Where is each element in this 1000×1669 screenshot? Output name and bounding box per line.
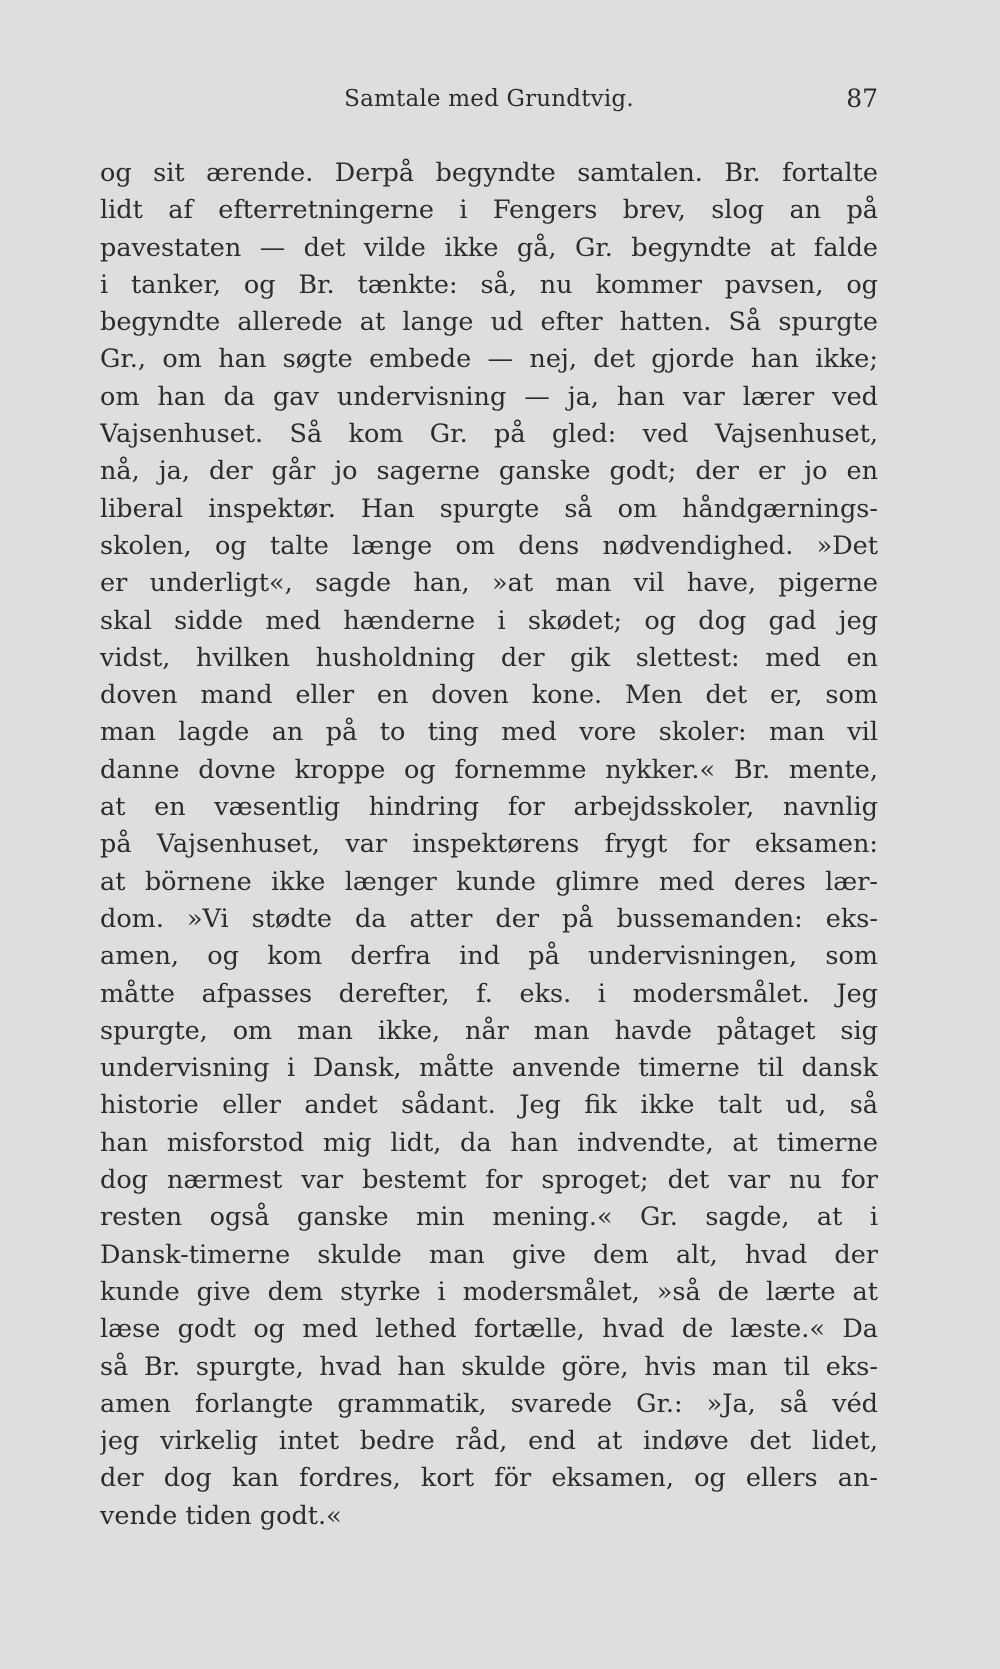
running-title: Samtale med Grundtvig. — [344, 86, 634, 112]
text-line: skal sidde med hænderne i skødet; og dog gad jeg — [100, 605, 878, 636]
text-line: doven mand eller en doven kone. Men det er, som — [100, 680, 878, 711]
text-line: der dog kan fordres, kort för eksamen, og ellers an- — [100, 1463, 878, 1494]
text-line: amen forlangte grammatik, svarede Gr.: »Ja, så véd — [100, 1388, 878, 1419]
text-line: begyndte allerede at lange ud efter hatten. Så spurgte — [100, 307, 878, 338]
text-line: dog nærmest var bestemt for sproget; det var nu for — [100, 1165, 878, 1196]
text-line: han misforstod mig lidt, da han indvendte, at timerne — [100, 1127, 878, 1158]
text-line: historie eller andet sådant. Jeg fik ikke talt ud, så — [100, 1090, 878, 1121]
text-line: og sit ærende. Derpå begyndte samtalen. Br. fortalte — [100, 158, 878, 188]
text-line: i tanker, og Br. tænkte: så, nu kommer pavsen, og — [100, 269, 878, 300]
text-line: liberal inspektør. Han spurgte så om håndgærnings- — [100, 493, 878, 524]
text-line: kunde give dem styrke i modersmålet, »så de lærte at — [100, 1276, 878, 1307]
text-line: pavestaten — det vilde ikke gå, Gr. begyndte at falde — [100, 232, 878, 263]
text-line: spurgte, om man ikke, når man havde påtaget sig — [100, 1015, 878, 1046]
text-line: jeg virkelig intet bedre råd, end at indøve det lidet, — [100, 1426, 878, 1457]
text-line: vidst, hvilken husholdning der gik slettest: med en — [100, 642, 878, 673]
text-line: vende tiden godt.« — [100, 1500, 342, 1531]
text-line: undervisning i Dansk, måtte anvende timerne til dansk — [100, 1053, 878, 1084]
text-line: om han da gav undervisning — ja, han var lærer ved — [100, 381, 878, 412]
text-line: Gr., om han søgte embede — nej, det gjorde han ikke; — [100, 344, 878, 375]
text-line: skolen, og talte længe om dens nødvendighed. »Det — [100, 530, 878, 561]
text-line: læse godt og med lethed fortælle, hvad de læste.« Da — [100, 1314, 878, 1345]
text-line: at börnene ikke længer kunde glimre med deres lær- — [100, 866, 878, 897]
text-line: på Vajsenhuset, var inspektørens frygt for eksamen: — [100, 829, 878, 860]
text-line: man lagde an på to ting med vore skoler: man vil — [100, 717, 878, 748]
text-line: resten også ganske min mening.« Gr. sagde, at i — [100, 1202, 878, 1233]
running-head — [100, 86, 878, 126]
text-line: dom. »Vi stødte da atter der på bussemanden: eks- — [100, 903, 878, 934]
text-line: måtte afpasses derefter, f. eks. i modersmålet. Jeg — [100, 978, 878, 1009]
body-text — [100, 155, 878, 1535]
text-line: så Br. spurgte, hvad han skulde göre, hvis man til eks- — [100, 1351, 878, 1382]
text-line: Dansk-timerne skulde man give dem alt, hvad der — [100, 1239, 878, 1270]
text-line: at en væsentlig hindring for arbejdsskoler, navnlig — [100, 792, 878, 823]
text-line: Vajsenhuset. Så kom Gr. på gled: ved Vajsenhuset, — [100, 419, 878, 450]
text-line: lidt af efterretningerne i Fengers brev, slog an på — [100, 195, 878, 226]
text-line: amen, og kom derfra ind på undervisningen, som — [100, 941, 878, 972]
text-line: er underligt«, sagde han, »at man vil have, pigerne — [100, 568, 878, 599]
page-number: 87 — [846, 84, 878, 113]
text-line: danne dovne kroppe og fornemme nykker.« Br. mente, — [100, 754, 878, 785]
text-line: nå, ja, der går jo sagerne ganske godt; der er jo en — [100, 456, 878, 487]
